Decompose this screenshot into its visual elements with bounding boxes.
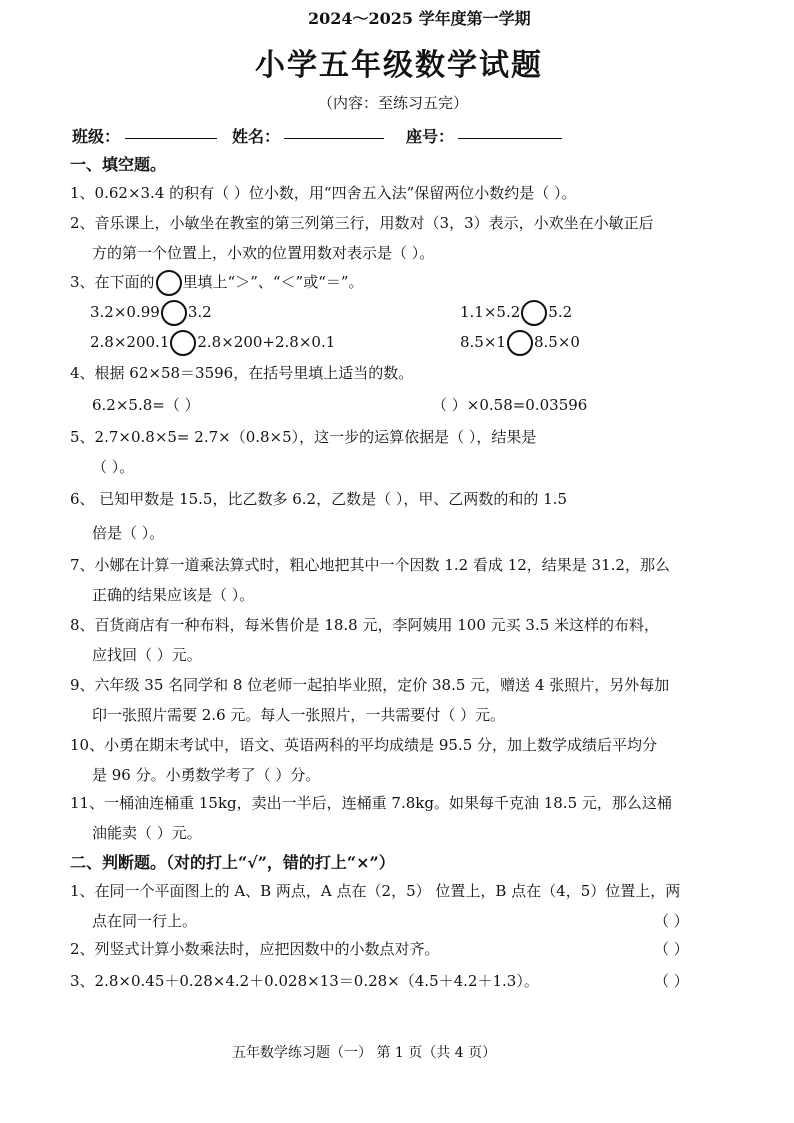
compare-1-circle[interactable] xyxy=(161,300,187,326)
judge-3: 3、2.8×0.45＋0.28×4.2＋0.028×13＝0.28×（4.5＋4.2＋1.3）。 xyxy=(70,972,539,990)
compare-2-left: 1.1×5.2 xyxy=(460,303,521,321)
page-subtitle: （内容：至练习五完） xyxy=(318,94,469,112)
compare-1-right: 3.2 xyxy=(187,303,212,321)
judge-1-line2: 点在同一行上。 xyxy=(92,912,198,930)
seat-label: 座号： xyxy=(406,127,455,146)
circle-icon xyxy=(156,270,182,296)
section2-heading: 二、判断题。（对的打上“√”，错的打上“×”） xyxy=(70,853,395,872)
compare-2 xyxy=(460,300,572,326)
judge-1-answer[interactable]: （ ） xyxy=(654,912,689,930)
question-11-line1: 11、一桶油连桶重 15kg，卖出一半后，连桶重 7.8kg。如果每千克油 18.5 元，那么这桶 xyxy=(70,794,672,812)
compare-3-left: 2.8×200.1 xyxy=(90,333,170,351)
compare-2-circle[interactable] xyxy=(521,300,547,326)
compare-3-circle[interactable] xyxy=(170,330,196,356)
question-7-line1: 7、小娜在计算一道乘法算式时，粗心地把其中一个因数 1.2 看成 12，结果是 31.2，那么 xyxy=(70,556,670,574)
question-4: 4、根据 62×58＝3596，在括号里填上适当的数。 xyxy=(70,364,414,382)
question-6-line1: 6、 已知甲数是 15.5，比乙数多 6.2，乙数是（ ），甲、乙两数的和的 1.5 xyxy=(70,490,567,508)
judge-2: 2、列竖式计算小数乘法时，应把因数中的小数点对齐。 xyxy=(70,940,440,958)
compare-4-right: 8.5×0 xyxy=(533,333,580,351)
question-3 xyxy=(70,270,364,296)
judge-1-line1: 1、在同一个平面图上的 A、B 两点，A 点在（2，5） 位置上，B 点在（4，5）位置上，两 xyxy=(70,882,681,900)
name-field[interactable] xyxy=(284,124,384,139)
judge-3-answer[interactable]: （ ） xyxy=(654,972,689,990)
question-9-line2: 印一张照片需要 2.6 元。每人一张照片，一共需要付（ ）元。 xyxy=(92,706,506,724)
seat-field[interactable] xyxy=(458,124,562,139)
question-3-text-b: 里填上“＞”、“＜”或“＝”。 xyxy=(182,273,364,291)
page-footer: 五年数学练习题（一） 第 1 页（共 4 页） xyxy=(232,1045,497,1061)
question-6-line2: 倍是（ ）。 xyxy=(92,524,165,542)
term-label: 2024～2025 学年度第一学期 xyxy=(308,9,531,28)
judge-2-answer[interactable]: （ ） xyxy=(654,940,689,958)
class-field[interactable] xyxy=(125,124,217,139)
question-8-line1: 8、百货商店有一种布料，每米售价是 18.8 元，李阿姨用 100 元买 3.5 米这样的布料， xyxy=(70,616,660,634)
question-5-line1: 5、2.7×0.8×5= 2.7×（0.8×5），这一步的运算依据是（ ），结果是 xyxy=(70,428,537,446)
question-8-line2: 应找回（ ）元。 xyxy=(92,646,202,664)
compare-4 xyxy=(460,330,580,356)
compare-4-circle[interactable] xyxy=(507,330,533,356)
question-4-part-a: 6.2×5.8=（ ） xyxy=(92,396,200,414)
question-7-line2: 正确的结果应该是（ ）。 xyxy=(92,586,255,604)
compare-2-right: 5.2 xyxy=(548,303,573,321)
question-1: 1、0.62×3.4 的积有（ ）位小数，用“四舍五入法”保留两位小数约是（ ）。 xyxy=(70,184,577,202)
question-10-line2: 是 96 分。小勇数学考了（ ）分。 xyxy=(92,766,321,784)
question-2-line2: 方的第一个位置上，小欢的位置用数对表示是（ ）。 xyxy=(92,244,435,262)
compare-1-left: 3.2×0.99 xyxy=(90,303,160,321)
compare-1 xyxy=(90,300,212,326)
compare-4-left: 8.5×1 xyxy=(460,333,506,351)
section1-heading: 一、填空题。 xyxy=(70,155,167,174)
name-label: 姓名： xyxy=(232,127,281,146)
page-title: 小学五年级数学试题 xyxy=(255,48,543,83)
compare-3-right: 2.8×200+2.8×0.1 xyxy=(197,333,336,351)
question-5-line2: （ ）。 xyxy=(92,458,135,476)
question-10-line1: 10、小勇在期末考试中，语文、英语两科的平均成绩是 95.5 分，加上数学成绩后平均分 xyxy=(70,736,658,754)
question-4-part-b: （ ）×0.58=0.03596 xyxy=(432,396,588,414)
question-9-line1: 9、六年级 35 名同学和 8 位老师一起拍毕业照，定价 38.5 元，赠送 4 张照片，另外每加 xyxy=(70,676,670,694)
class-label: 班级： xyxy=(72,127,121,146)
question-3-text-a: 3、在下面的 xyxy=(70,273,155,291)
question-11-line2: 油能卖（ ）元。 xyxy=(92,824,202,842)
question-2-line1: 2、音乐课上，小敏坐在教室的第三列第三行，用数对（3，3）表示，小欢坐在小敏正后 xyxy=(70,214,654,232)
compare-3 xyxy=(90,330,335,356)
